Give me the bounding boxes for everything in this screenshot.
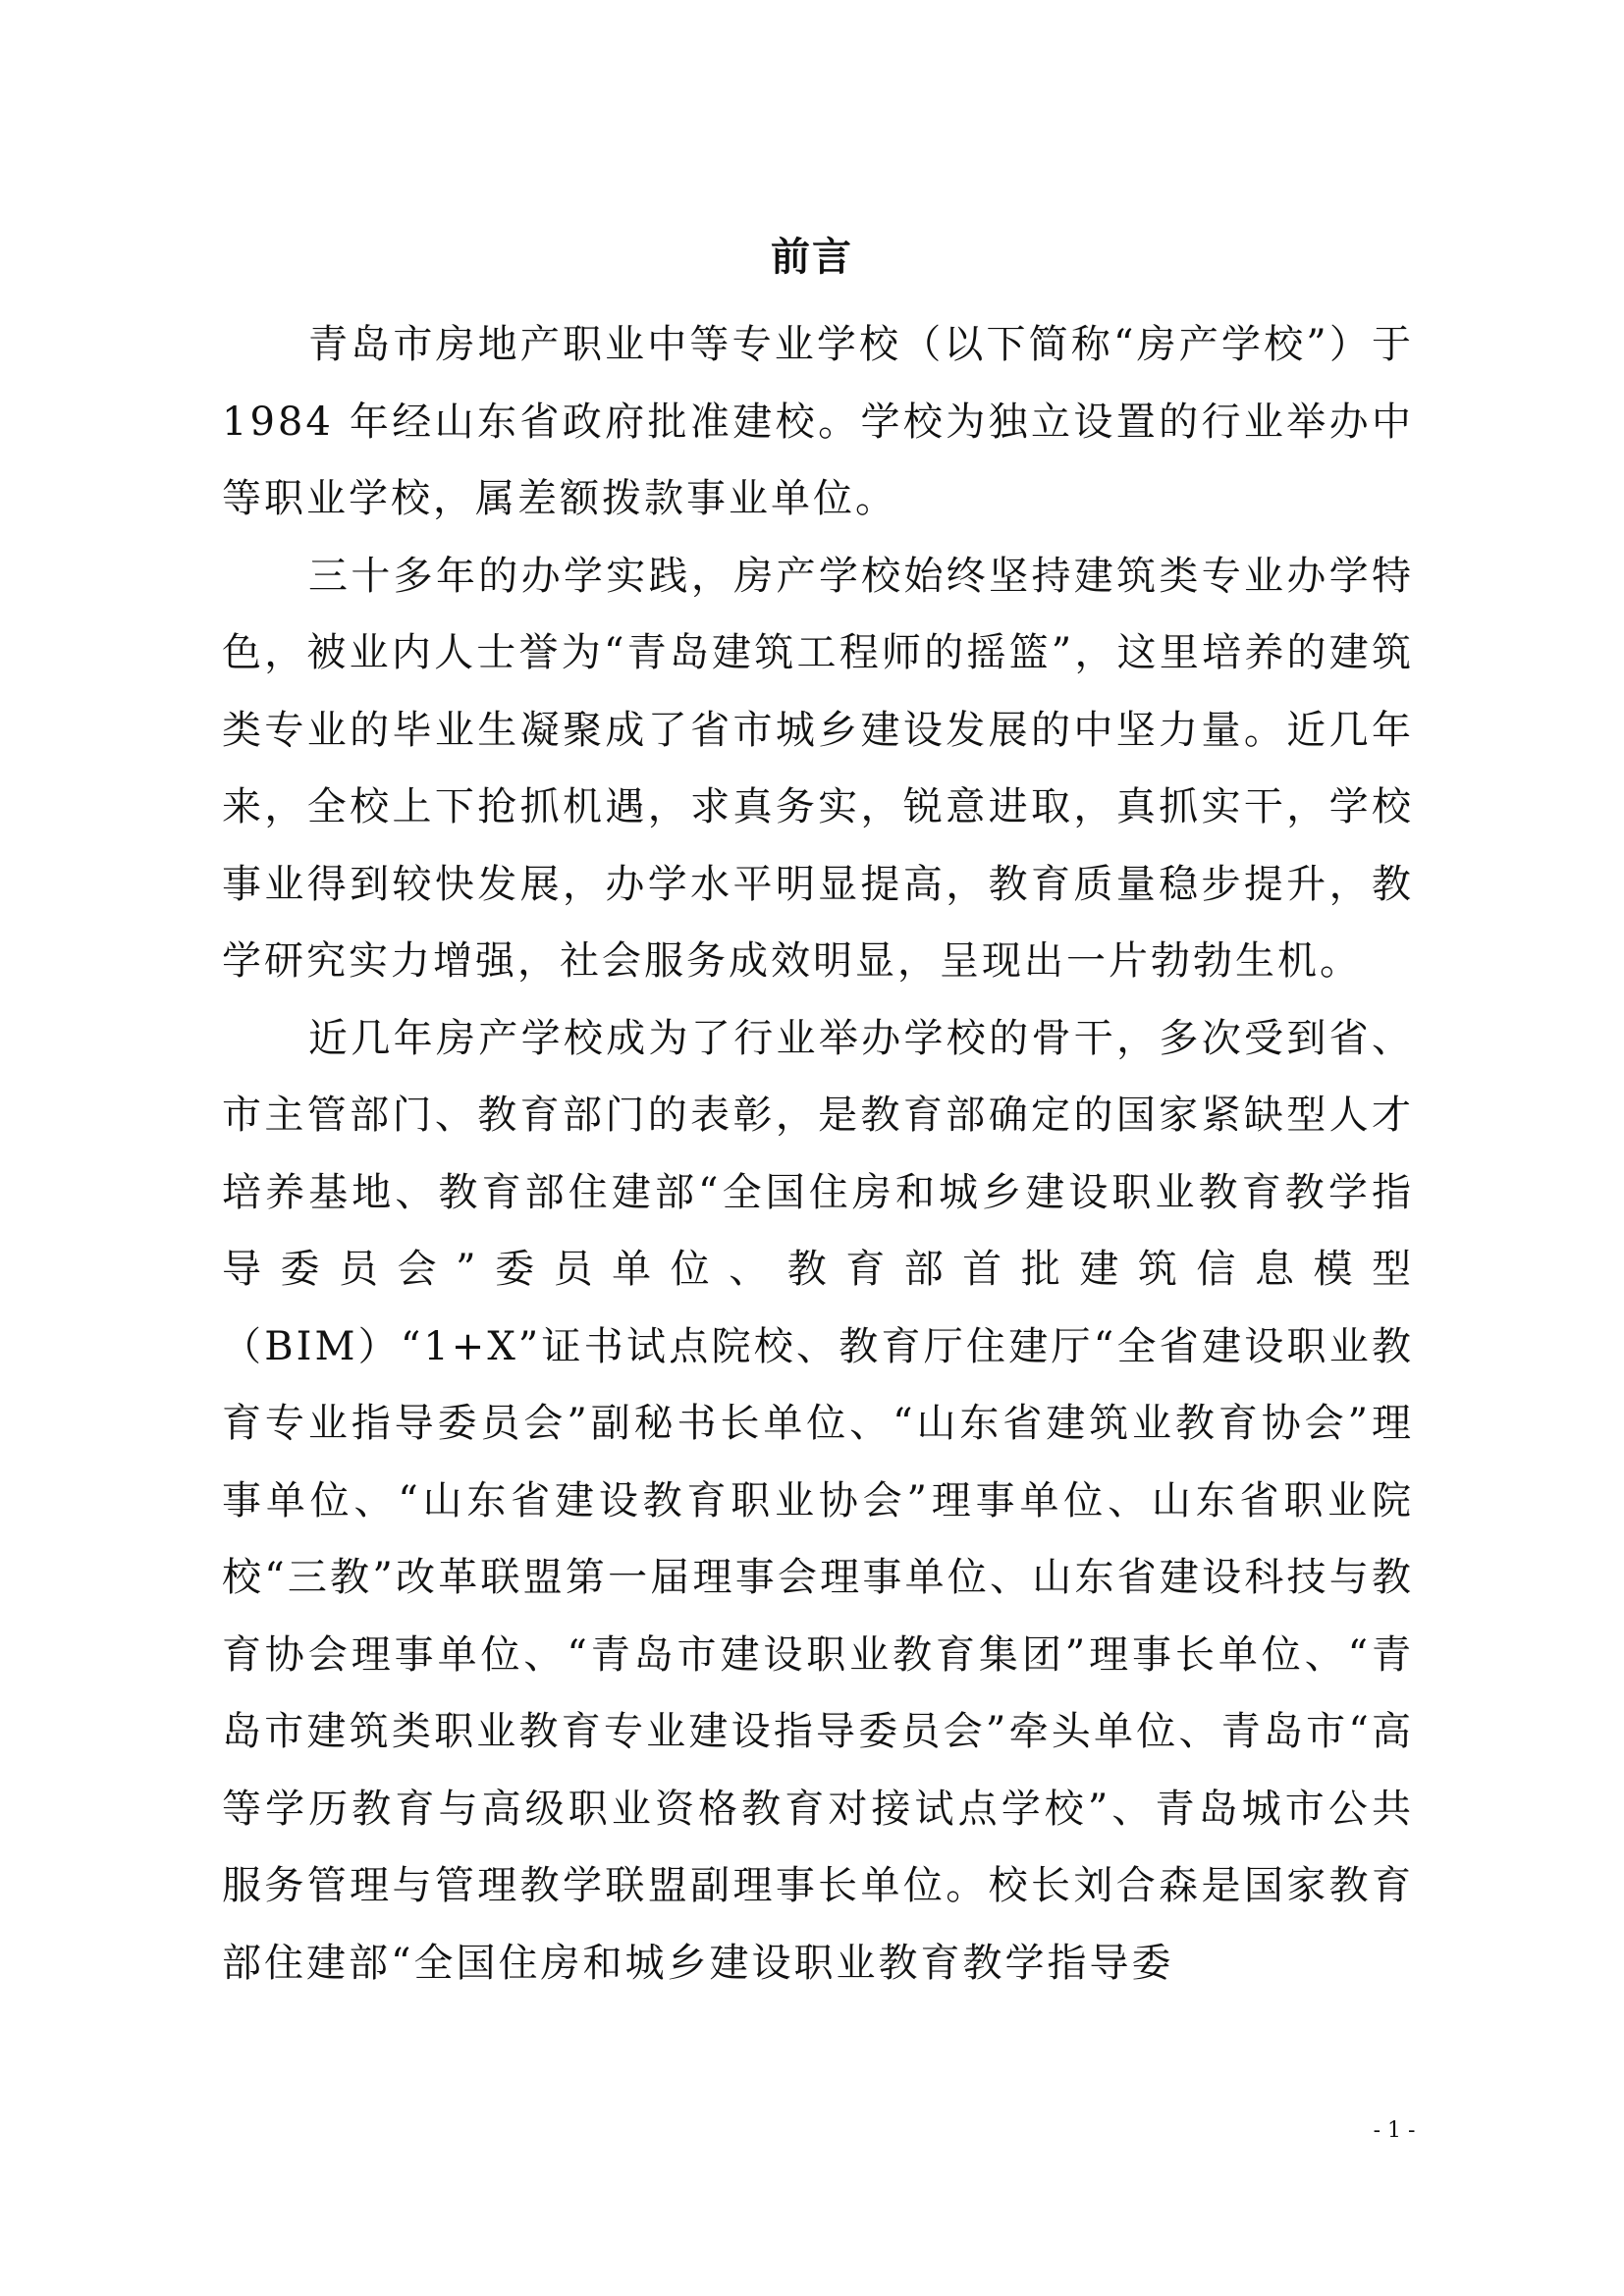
document-body	[222, 306, 1414, 2002]
paragraph-2: 三十多年的办学实践，房产学校始终坚持建筑类专业办学特色，被业内人士誉为“青岛建筑工程师的摇篮”，这里培养的建筑类专业的毕业生凝聚成了省市城乡建设发展的中坚力量。近几年来，全校上下抢抓机遇，求真务实，锐意进取，真抓实干，学校事业得到较快发展，办学水平明显提高，教育质量稳步提升，教学研究实力增强，社会服务成效明显，呈现出一片勃勃生机。	[222, 553, 1414, 984]
paragraph-1: 青岛市房地产职业中等专业学校（以下简称“房产学校”）于 1984 年经山东省政府批准建校。学校为独立设置的行业举办中等职业学校，属差额拨款事业单位。	[222, 322, 1414, 521]
page-title: 前言	[771, 235, 853, 280]
paragraph-3: 近几年房产学校成为了行业举办学校的骨干，多次受到省、市主管部门、教育部门的表彰，是教育部确定的国家紧缺型人才培养基地、教育部住建部“全国住房和城乡建设职业教育教学指导委员会”委员单位、教育部首批建筑信息模型（BIM）“1+X”证书试点院校、教育厅住建厅“全省建设职业教育专业指导委员会”副秘书长单位、“山东省建筑业教育协会”理事单位、“山东省建设教育职业协会”理事单位、山东省职业院校“三教”改革联盟第一届理事会理事单位、山东省建设科技与教育协会理事单位、“青岛市建设职业教育集团”理事长单位、“青岛市建筑类职业教育专业建设指导委员会”牵头单位、青岛市“高等学历教育与高级职业资格教育对接试点学校”、青岛城市公共服务管理与管理教学联盟副理事长单位。校长刘合森是国家教育部住建部“全国住房和城乡建设职业教育教学指导委	[222, 1015, 1414, 1986]
page-number: - 1 -	[1373, 2118, 1416, 2143]
